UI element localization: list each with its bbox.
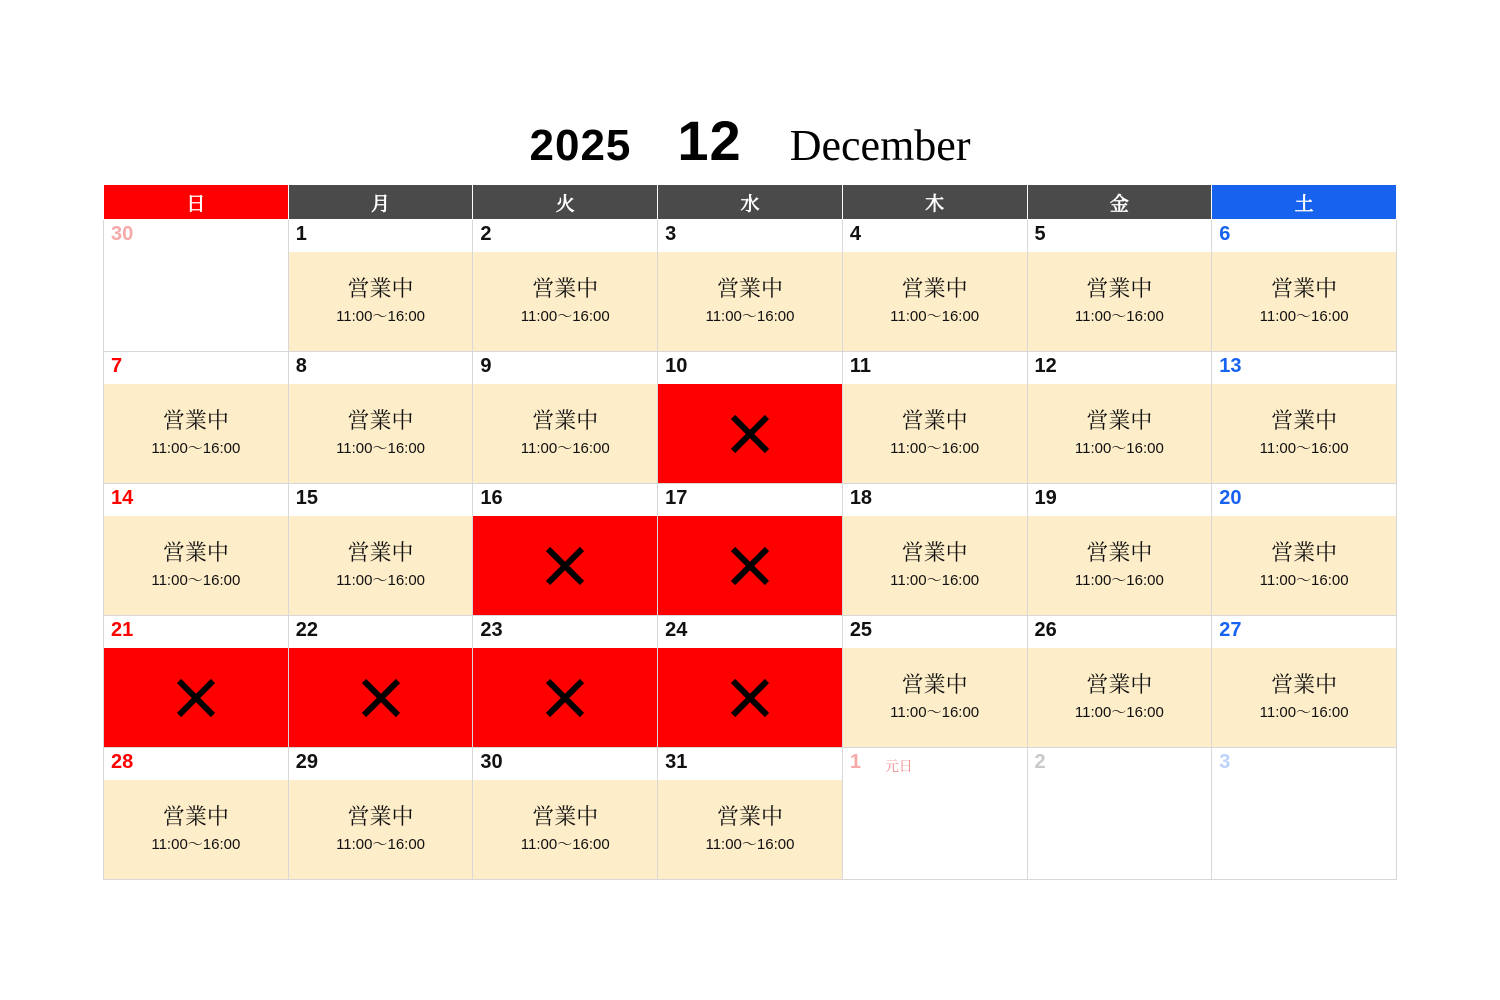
open-hours: 11:00〜16:00	[1074, 307, 1164, 325]
calendar-table	[103, 184, 1397, 880]
calendar-day-cell[interactable]	[842, 352, 1027, 484]
holiday-label: 元日	[884, 758, 913, 774]
open-label: 営業中	[1271, 408, 1338, 434]
empty-band	[843, 780, 1027, 879]
day-number: 10	[665, 355, 688, 377]
open-status-band	[843, 384, 1027, 483]
open-label: 営業中	[162, 408, 229, 434]
open-status-band	[843, 516, 1027, 615]
day-cell-inner	[1028, 220, 1212, 351]
day-cell-inner	[843, 352, 1027, 483]
open-label: 営業中	[162, 540, 229, 566]
day-number: 2	[480, 223, 492, 245]
day-number: 3	[665, 223, 677, 245]
empty-band	[1028, 780, 1212, 879]
open-status-band	[473, 252, 657, 351]
open-status-band	[289, 252, 473, 351]
day-cell-inner	[104, 352, 288, 483]
day-number: 22	[295, 619, 318, 641]
open-status-band	[658, 780, 842, 879]
calendar-day-cell[interactable]	[1027, 484, 1212, 616]
calendar-day-cell[interactable]	[473, 220, 658, 352]
open-hours: 11:00〜16:00	[890, 703, 980, 721]
title-year: 2025	[529, 121, 632, 170]
day-number: 29	[295, 751, 318, 773]
open-status-band	[1028, 384, 1212, 483]
open-label: 営業中	[162, 804, 229, 830]
open-status-band	[289, 780, 473, 879]
calendar-day-cell[interactable]	[658, 484, 843, 616]
day-number: 6	[1219, 223, 1231, 245]
day-cell-inner	[104, 616, 288, 747]
calendar-day-cell[interactable]	[473, 484, 658, 616]
day-cell-inner	[1212, 616, 1396, 747]
weekday-header-sat: 土	[1212, 185, 1397, 220]
open-hours: 11:00〜16:00	[890, 571, 980, 589]
calendar-day-cell[interactable]	[104, 748, 289, 880]
day-cell-inner	[473, 484, 657, 615]
day-cell-inner	[1212, 484, 1396, 615]
day-cell-inner	[658, 748, 842, 879]
weekday-header-row	[104, 185, 1397, 220]
calendar-week-row	[104, 748, 1397, 880]
day-cell-inner	[289, 748, 473, 879]
open-label: 営業中	[347, 276, 414, 302]
calendar-day-cell[interactable]	[1027, 352, 1212, 484]
day-cell-inner	[843, 220, 1027, 351]
calendar-day-cell[interactable]	[842, 748, 1027, 880]
open-label: 営業中	[901, 276, 968, 302]
open-hours: 11:00〜16:00	[336, 439, 426, 457]
open-hours: 11:00〜16:00	[1259, 571, 1349, 589]
open-label: 営業中	[1086, 672, 1153, 698]
calendar-day-cell[interactable]	[1212, 484, 1397, 616]
day-number: 2	[1034, 751, 1046, 773]
calendar-day-cell[interactable]	[842, 220, 1027, 352]
calendar-day-cell[interactable]	[658, 352, 843, 484]
calendar-day-cell[interactable]	[288, 220, 473, 352]
day-number: 8	[295, 355, 307, 377]
calendar-day-cell[interactable]	[288, 616, 473, 748]
day-cell-inner	[1212, 748, 1396, 879]
open-hours: 11:00〜16:00	[705, 835, 795, 853]
calendar-week-row	[104, 352, 1397, 484]
day-number: 23	[480, 619, 503, 641]
closed-x-icon	[176, 678, 216, 718]
day-number: 19	[1034, 487, 1057, 509]
open-status-band	[1028, 648, 1212, 747]
day-cell-inner	[843, 484, 1027, 615]
open-hours: 11:00〜16:00	[151, 571, 241, 589]
weekday-header-mon: 月	[288, 185, 473, 220]
day-cell-inner	[1028, 616, 1212, 747]
calendar-day-cell[interactable]	[1212, 616, 1397, 748]
day-cell-inner	[843, 748, 1027, 879]
day-number: 5	[1034, 223, 1046, 245]
open-label: 営業中	[901, 408, 968, 434]
open-status-band	[843, 252, 1027, 351]
day-cell-inner	[104, 220, 288, 351]
open-label: 営業中	[347, 804, 414, 830]
open-label: 営業中	[901, 540, 968, 566]
closed-status-band	[473, 516, 657, 615]
day-number: 14	[111, 487, 134, 509]
closed-status-band	[658, 384, 842, 483]
open-status-band	[473, 780, 657, 879]
day-number: 28	[111, 751, 134, 773]
day-cell-inner	[104, 484, 288, 615]
calendar-day-cell[interactable]	[1212, 748, 1397, 880]
calendar-week-row	[104, 220, 1397, 352]
day-cell-inner	[1212, 352, 1396, 483]
open-hours: 11:00〜16:00	[1259, 703, 1349, 721]
open-status-band	[104, 516, 288, 615]
open-hours: 11:00〜16:00	[1259, 439, 1349, 457]
open-hours: 11:00〜16:00	[1074, 703, 1164, 721]
title-month: 12	[677, 109, 742, 172]
day-cell-inner	[658, 484, 842, 615]
open-hours: 11:00〜16:00	[520, 439, 610, 457]
closed-status-band	[473, 648, 657, 747]
open-hours: 11:00〜16:00	[336, 835, 426, 853]
open-hours: 11:00〜16:00	[1074, 571, 1164, 589]
open-label: 営業中	[532, 276, 599, 302]
day-number: 12	[1034, 355, 1057, 377]
day-number: 20	[1219, 487, 1242, 509]
day-cell-inner	[1212, 220, 1396, 351]
calendar-day-cell[interactable]	[658, 616, 843, 748]
open-label: 営業中	[532, 804, 599, 830]
calendar-day-cell[interactable]	[1027, 220, 1212, 352]
open-hours: 11:00〜16:00	[151, 439, 241, 457]
open-label: 営業中	[1271, 672, 1338, 698]
open-label: 営業中	[1086, 276, 1153, 302]
calendar-day-cell[interactable]	[288, 748, 473, 880]
day-cell-inner	[1028, 748, 1212, 879]
day-number: 17	[665, 487, 688, 509]
day-cell-inner	[473, 616, 657, 747]
open-status-band	[1028, 516, 1212, 615]
calendar-day-cell[interactable]	[1027, 616, 1212, 748]
calendar-week-row	[104, 616, 1397, 748]
calendar-day-cell[interactable]	[288, 484, 473, 616]
closed-status-band	[104, 648, 288, 747]
open-status-band	[1212, 384, 1396, 483]
calendar-day-cell[interactable]	[842, 616, 1027, 748]
calendar-day-cell[interactable]	[1212, 352, 1397, 484]
closed-x-icon	[730, 546, 770, 586]
day-cell-inner	[289, 616, 473, 747]
day-number: 25	[849, 619, 873, 641]
day-number: 9	[480, 355, 492, 377]
day-cell-inner	[658, 352, 842, 483]
day-number: 4	[849, 223, 861, 245]
calendar-day-cell[interactable]	[288, 352, 473, 484]
open-hours: 11:00〜16:00	[520, 835, 610, 853]
calendar-day-cell[interactable]	[658, 748, 843, 880]
open-status-band	[1212, 648, 1396, 747]
weekday-header-thu: 木	[842, 185, 1027, 220]
open-status-band	[658, 252, 842, 351]
day-number: 13	[1219, 355, 1242, 377]
open-status-band	[1028, 252, 1212, 351]
day-number: 1	[295, 223, 307, 245]
closed-status-band	[658, 648, 842, 747]
day-number: 18	[849, 487, 873, 509]
title-month-name: December	[789, 121, 971, 170]
open-label: 営業中	[1086, 540, 1153, 566]
open-status-band	[1212, 252, 1396, 351]
day-number: 24	[665, 619, 688, 641]
day-cell-inner	[1028, 484, 1212, 615]
closed-x-icon	[545, 546, 585, 586]
open-label: 営業中	[1271, 276, 1338, 302]
calendar-body	[104, 220, 1397, 880]
open-status-band	[104, 384, 288, 483]
closed-x-icon	[361, 678, 401, 718]
weekday-header-sun: 日	[104, 185, 289, 220]
open-hours: 11:00〜16:00	[151, 835, 241, 853]
day-cell-inner	[1028, 352, 1212, 483]
open-label: 営業中	[716, 276, 783, 302]
day-number: 30	[480, 751, 503, 773]
open-label: 営業中	[347, 408, 414, 434]
open-hours: 11:00〜16:00	[336, 571, 426, 589]
empty-band	[1212, 780, 1396, 879]
open-label: 営業中	[1086, 408, 1153, 434]
day-cell-inner	[473, 748, 657, 879]
calendar-day-cell[interactable]	[1212, 220, 1397, 352]
calendar-day-cell[interactable]	[473, 616, 658, 748]
day-cell-inner	[473, 220, 657, 351]
open-hours: 11:00〜16:00	[890, 439, 980, 457]
open-hours: 11:00〜16:00	[1074, 439, 1164, 457]
open-label: 営業中	[347, 540, 414, 566]
open-status-band	[289, 516, 473, 615]
weekday-header-tue: 火	[473, 185, 658, 220]
open-label: 営業中	[901, 672, 968, 698]
day-cell-inner	[289, 220, 473, 351]
day-number: 1	[849, 751, 861, 773]
day-number: 30	[111, 223, 134, 245]
day-number: 31	[665, 751, 688, 773]
calendar-week-row	[104, 484, 1397, 616]
day-cell-inner	[289, 484, 473, 615]
day-number: 26	[1034, 619, 1057, 641]
open-status-band	[473, 384, 657, 483]
open-label: 営業中	[716, 804, 783, 830]
open-label: 営業中	[532, 408, 599, 434]
weekday-header-fri: 金	[1027, 185, 1212, 220]
day-number: 7	[111, 355, 123, 377]
calendar-day-cell[interactable]	[104, 352, 289, 484]
calendar-day-cell[interactable]	[473, 748, 658, 880]
open-label: 営業中	[1271, 540, 1338, 566]
closed-x-icon	[730, 678, 770, 718]
day-cell-inner	[473, 352, 657, 483]
closed-x-icon	[545, 678, 585, 718]
day-cell-inner	[658, 616, 842, 747]
empty-band	[104, 252, 288, 351]
day-cell-inner	[843, 616, 1027, 747]
day-number: 27	[1219, 619, 1242, 641]
calendar-day-cell[interactable]	[842, 484, 1027, 616]
weekday-header-wed: 水	[658, 185, 843, 220]
day-number: 11	[849, 355, 871, 377]
day-cell-inner	[289, 352, 473, 483]
open-hours: 11:00〜16:00	[520, 307, 610, 325]
open-status-band	[843, 648, 1027, 747]
open-hours: 11:00〜16:00	[705, 307, 795, 325]
calendar-day-cell[interactable]	[104, 220, 289, 352]
open-status-band	[104, 780, 288, 879]
calendar-day-cell[interactable]	[104, 616, 289, 748]
day-number: 3	[1219, 751, 1231, 773]
closed-x-icon	[730, 414, 770, 454]
calendar-day-cell[interactable]	[104, 484, 289, 616]
day-number: 16	[480, 487, 503, 509]
day-number: 21	[111, 619, 134, 641]
calendar-day-cell[interactable]	[1027, 748, 1212, 880]
open-hours: 11:00〜16:00	[1259, 307, 1349, 325]
open-status-band	[289, 384, 473, 483]
open-status-band	[1212, 516, 1396, 615]
day-cell-inner	[658, 220, 842, 351]
calendar-day-cell[interactable]	[658, 220, 843, 352]
calendar-day-cell[interactable]	[473, 352, 658, 484]
closed-status-band	[289, 648, 473, 747]
closed-status-band	[658, 516, 842, 615]
open-hours: 11:00〜16:00	[890, 307, 980, 325]
open-hours: 11:00〜16:00	[336, 307, 426, 325]
day-number: 15	[295, 487, 318, 509]
calendar-title	[0, 108, 1500, 173]
day-cell-inner	[104, 748, 288, 879]
